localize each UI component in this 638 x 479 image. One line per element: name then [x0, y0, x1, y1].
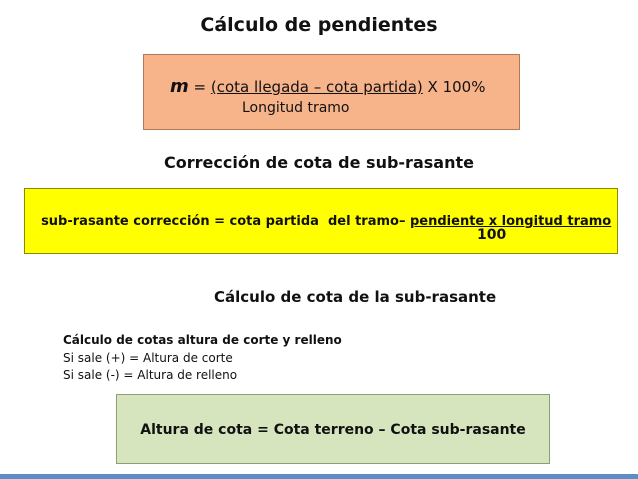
bottom-bar	[0, 474, 638, 479]
formula-pendiente-denominator: Longitud tramo	[242, 100, 350, 116]
title-correccion-subrasante: Corrección de cota de sub-rasante	[164, 153, 474, 172]
formula-correccion-denominator: 100	[477, 227, 507, 243]
formula-pendiente-symbol: m	[170, 76, 189, 97]
formula-correccion-prefix: sub-rasante corrección = cota partida del tramo–	[41, 214, 410, 229]
notes-line-corte: Si sale (+) = Altura de corte	[63, 351, 233, 365]
formula-pendiente-numerator-line	[170, 76, 485, 97]
formula-pendiente-multiplier: X 100%	[422, 78, 486, 96]
formula-pendiente-numerator: (cota llegada – cota partida)	[210, 78, 423, 96]
title-pendientes: Cálculo de pendientes	[200, 14, 438, 36]
formula-correccion-numerator: pendiente x longitud tramo	[409, 214, 612, 229]
notes-line-relleno: Si sale (-) = Altura de relleno	[63, 368, 238, 382]
formula-pendiente-equals: =	[188, 78, 211, 96]
formula-altura-cota: Altura de cota = Cota terreno – Cota sub-rasante	[140, 422, 526, 438]
notes-heading: Cálculo de cotas altura de corte y relleno	[63, 333, 342, 347]
formula-correccion-line	[32, 199, 611, 229]
title-cota-subrasante: Cálculo de cota de la sub-rasante	[214, 288, 497, 306]
